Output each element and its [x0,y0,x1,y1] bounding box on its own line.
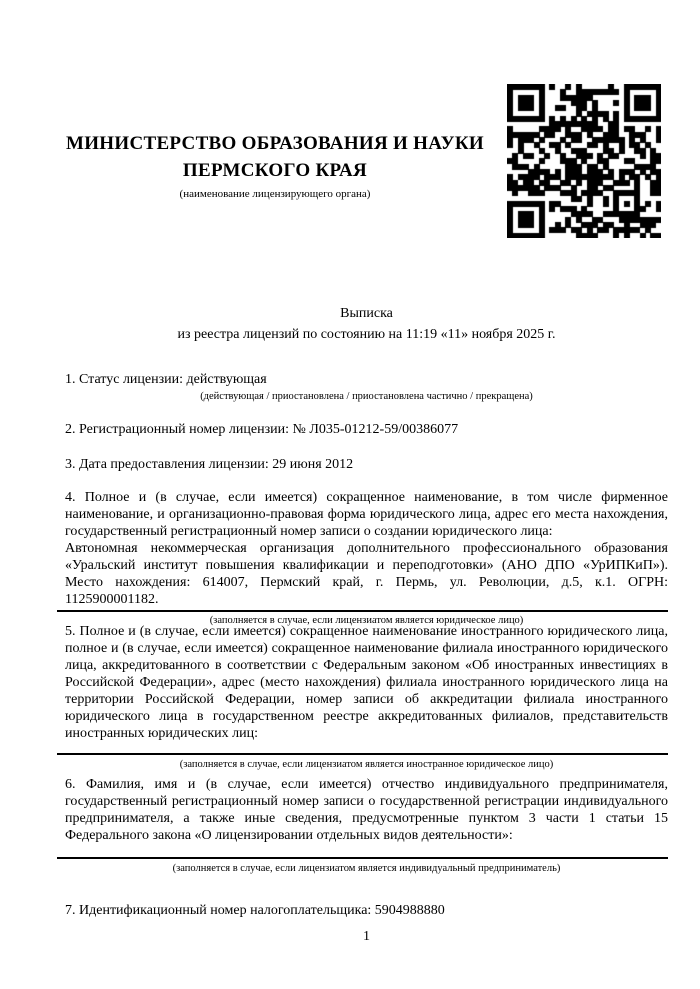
document-title-line2: из реестра лицензий по состоянию на 11:19 «11» ноября 2025 г. [177,327,556,342]
item-2-registration-number [65,421,668,438]
entrepreneur-heading: 6. Фамилия, имя и (в случае, если имеется) отчество индивидуального предпринимателя, государственный регистрационный номер записи о государственной регистрации индивидуального предпринимателя, а также иные сведения, предусмотренные пунктом 3 части 1 статьи 15 Федерального закона «О лицензировании отдельных видов деятельности»: [65,777,668,843]
page-number: 1 [363,929,370,944]
legal-entity-heading: 4. Полное и (в случае, если имеется) сокращенное наименование, в том числе фирменное наименование, и организационно-правовая форма юридического лица, адрес его места нахождения, государственный регистрационный номер записи о создании юридического лица: [65,490,668,539]
license-grant-date-text: 3. Дата предоставления лицензии: 29 июня 2012 [65,457,354,472]
item-1-license-status [65,371,668,403]
item-7-taxpayer-number [65,902,668,919]
item-3-license-grant-date [65,456,668,473]
taxpayer-number-text: 7. Идентификационный номер налогоплательщика: 5904988880 [65,903,445,918]
document-title-line1: Выписка [340,306,393,321]
fill-line [57,753,668,755]
registration-number-text: 2. Регистрационный номер лицензии: № Л035-01212-59/00386077 [65,422,459,437]
fill-line [57,610,668,612]
document-title [65,303,668,345]
entrepreneur-caption: (заполняется в случае, если лицензиатом является индивидуальный предприниматель) [172,863,561,874]
license-status-text: 1. Статус лицензии: действующая [65,372,267,387]
fill-line [57,857,668,859]
foreign-entity-heading: 5. Полное и (в случае, если имеется) сокращенное наименование иностранного юридического лица, полное и (в случае, если имеется) сокращенное наименование филиала иностранного юридического лица, аккредитованного в соответствии с Федеральным законом «Об иностранных инвестициях в Российской Федерации», адрес (место нахождения) филиала иностранного юридического лица на территории Российской Федерации, номер записи об аккредитации филиала иностранного юридического лица в государственном реестре аккредитованных филиалов, представительств иностранных юридических лиц: [65,624,668,741]
qr-code-icon [507,84,661,238]
legal-entity-value: Автономная некоммерческая организация дополнительного профессионального образования «Уральский институт повышения квалификации и переподготовки» (АНО ДПО «УрИПКиП»). Место нахождения: 614007, Пермский край, г. Пермь, ул. Революции, д.5, к.1. ОГРН: 1125900001182. [65,541,668,607]
ministry-name-line2: ПЕРМСКОГО КРАЯ [182,160,368,181]
item-5-foreign-entity [65,623,668,771]
item-4-legal-entity [65,489,668,627]
licensing-authority-caption: (наименование лицензирующего органа) [179,188,371,200]
foreign-entity-caption: (заполняется в случае, если лицензиатом является иностранное юридическое лицо) [179,759,554,770]
legal-entity-caption: (заполняется в случае, если лицензиатом является юридическое лицо) [209,615,524,626]
item-6-entrepreneur [65,776,668,875]
ministry-name-line1: МИНИСТЕРСТВО ОБРАЗОВАНИЯ И НАУКИ [65,133,485,154]
document-header [65,130,485,201]
status-options-caption: (действующая / приостановлена / приостановлена частично / прекращена) [200,391,533,402]
